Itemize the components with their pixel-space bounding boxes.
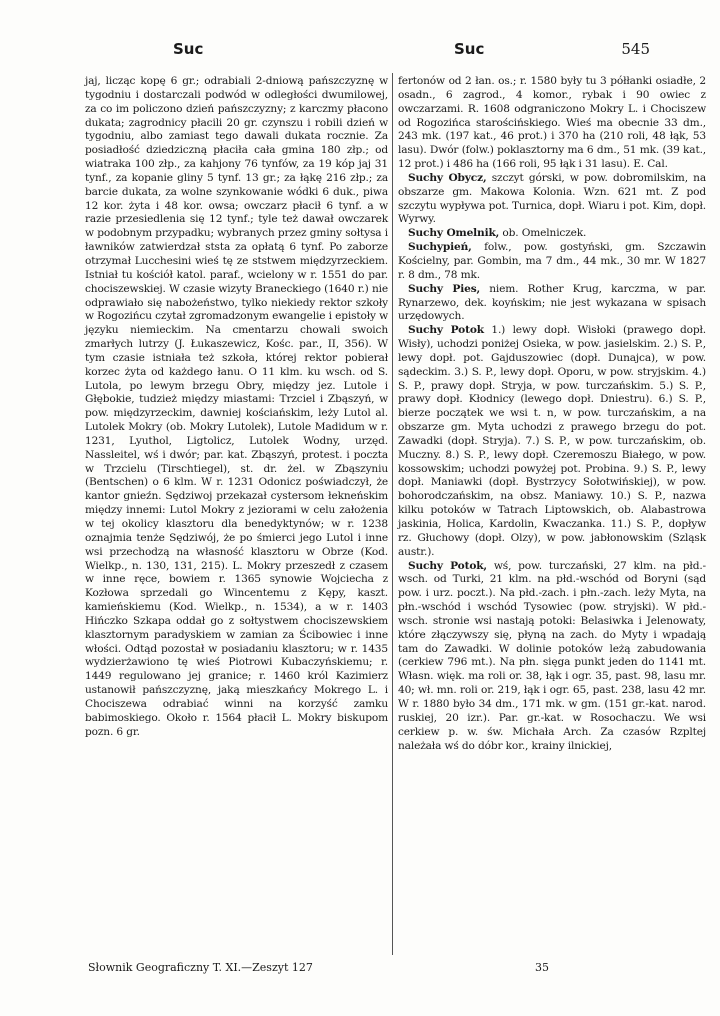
left-column-text: jaj, licząc kopę 6 gr.; odrabiali 2-dniową pańszczyznę w tygodniu i dostarczali podwód w odległości dwumilowej, za co im policzono dzień pańszczyzny; z karczmy płacono dukata; zagrodnicy płacili 20 gr. czynszu i robili dzień w tygodniu, albo zamiast tego dawali dukata rocznie. Za posiadłość dziedziczną płaciła cała gmina 180 złp.; od wiatraka 100 złp., za kahjony 76 tynfów, za 19 kóp jaj 31 tynf., za kopanie gliny 5 tynf. 13 gr.; za łąkę 216 złp.; za barcie dukata, za wolne szynkowanie wódki 6 duk., piwa 12 kor. żyta i 48 kor. owsa; owczarz płacił 6 tynf. a w razie przesiedlenia się 12 tynf.; tyle też dawał owczarek w podobnym przypadku; wybranych przez gminy sołtysa i ławników zatwierdzał ststa za opłatą 6 tynf. Po zaborze otrzymał Lucchesini wieś tę ze ststwem międzyrzeckiem. Istniał tu kościół katol. paraf., wcielony w r. 1551 do par. chociszewskiej. W czasie wizyty Braneckiego (1640 r.) nie odprawiało się nabożeństwo, tylko niekiedy rektor szkoły w Rogozińcu czytał zgromadzonym ewangelie i epistoły w języku niemieckim. Na cmentarzu chowali swoich zmarłych lutrzy (J. Łukaszewicz, Kośc. par., II, 356). W tym czasie istniała też szkoła, której rektor pobierał korzec żyta od każdego łanu. O 11 klm. ku wsch. od S. Lutola, po lewym brzegu Obry, między jez. Lutole i Głębokie, tudzież między miastami: Trzciel i Zbąszyń, w pow. międzyrzeckim, dawniej kościańskim, leży Lutol al. Lutolek Mokry (ob. Mokry Lutolek), Lutole Madidum w r. 1231, Lyuthol, Ligtolicz, Lutolek Wodny, urzęd. Nassleitel, wś i dwór; par. kat. Zbąszyń, protest. i poczta w Trzcielu (Tirschtiegel), st. dr. żel. w Zbąszyniu (Bentschen) o 6 klm. W r. 1231 Odonicz poświadczył, że kantor gnieźn. Sędziwoj przekazał cystersom łekneńskim między innemi: Lutol Mokry z jeziorami w celu założenia w tej okolicy klasztoru dla benedyktynów; w r. 1238 oznajmia tenże Sędziwój, że po śmierci jego Lutol i inne wsi przechodzą na własność klasztoru w Obrze (Kod. Wielkp., n. 130, 131, 215). L. Mokry przeszedł z czasem w inne ręce, bowiem r. 1365 synowie Wojciecha z Kozłowa sprzedali go Wincentemu z Kępy, kaszt. kamieńskiemu (Kod. Wielkp., n. 1534), a w r. 1403 Hińczko Szkapa oddał go z sołtystwem chociszewskiem klasztornym paradyskiem w zamian za Ścibowiec i inne włości. Odtąd pozostał w posiadaniu klasztoru; w r. 1435 wydzierżawiono tę wieś Piotrowi Kubaczyńskiemu; r. 1449 regulowano jej granice; r. 1460 król Kazimierz ustanowił pańszczyznę, jaką mieszkańcy Mokrego L. i Chociszewa odrabiać winni na korzyść zamku babimoskiego. Około r. 1564 płacił L. Mokry biskupom pozn. 6 gr. [85,75,388,738]
entry-suchy-potok-village [398,560,706,754]
entry-suchy-obycz [398,172,706,227]
entry-body: ob. Omelniczek. [499,227,587,240]
headword: Suchy Pies, [408,282,481,295]
running-head-left: Suc [173,40,204,58]
headword: Suchy Potok, [408,559,487,572]
entry-suchy-potok-streams [398,324,706,559]
page-number: 545 [621,40,650,58]
entry-body: niem. Rother Krug, karczma, w par. Rynarzewo, dek. koyńskim; nie jest wykazana w spisach urzędowych. [398,282,706,323]
column-divider [392,73,393,955]
headword: Suchy Omelnik, [408,227,500,240]
entry-suchy-pies [398,283,706,325]
right-column [398,75,706,753]
running-head-right: Suc [454,40,485,58]
footer-sheet-number: 35 [535,961,549,974]
left-column [85,75,388,740]
entry-body: folw., pow. gostyński, gm. Szczawin Kościelny, par. Gombin, ma 7 dm., 44 mk., 30 mr. W 1827 r. 8 dm., 78 mk. [398,241,706,281]
entry-suchy-omelnik [398,227,706,241]
entry-body: 1.) lewy dopł. Wisłoki (prawego dopł. Wisły), uchodzi poniżej Osieka, w pow. jasielskim. 2.) S. P., lewy dopł. pot. Gajduszowiec (dopł. Dunajca), w pow. sądeckim. 3.) S. P., lewy dopł. Oporu, w pow. stryjskim. 4.) S. P., prawy dopł. Stryja, w pow. turczańskim. 5.) S. P., prawy dopł. Kłodnicy (lewego dopł. Dniestru). 6.) S. P., bierze początek we wsi t. n, w pow. turczańskim, a na obszarze gm. Myta uchodzi z prawego brzegu do pot. Zawadki (dopł. Stryja). 7.) S. P., w pow. turczańskim, ob. Muczny. 8.) S. P., lewy dopł. Czeremoszu Białego, w pow. kossowskim; uchodzi powyżej pot. Probina. 9.) S. P., lewy dopł. Maniawki (dopł. Bystrzycy Sołotwińskiej), w pow. bohorodczańskim, na obsz. Maniawy. 10.) S. P., nazwa kilku potoków w Tatrach Liptowskich, ob. Alabastrowa jaskinia, Holica, Kardolin, Kwaczanka. 11.) S. P., dopływ rz. Głuchowy (dopł. Olzy), w pow. jabłonowskim (Szląsk austr.). [398,324,706,558]
entry-body: szczyt górski, w pow. dobromilskim, na obszarze gm. Makowa Kolonia. Wzn. 621 mt. Z pod szczytu wypływa pot. Turnica, dopł. Wiaru i pot. Kim, dopł. Wyrwy. [398,171,706,226]
footer-series-title: Słownik Geograficzny T. XI.—Zeszyt 127 [88,961,313,974]
headword: Suchy Potok [408,324,484,337]
entry-body: wś, pow. turczański, 27 klm. na płd.-wsch. od Turki, 21 klm. na płd.-wschód od Boryni (sąd pow. i urz. poczt.). Na płd.-zach. i płn.-zach. leży Myta, na płn.-wschód i wschód Tysowiec (pow. stryjski). W płd.-wsch. stronie wsi nastają potoki: Belasiwka i Jelenowaty, które złączywszy się, płyną na zach. do Myty i wpadają tam do Zawadki. W dolinie potoków leżą zabudowania (cerkiew 796 mt.). Na płn. sięga punkt jeden do 1141 mt. Własn. więk. ma roli or. 38, łąk i ogr. 35, past. 98, lasu mr. 40; wł. mn. roli or. 219, łąk i ogr. 65, past. 238, lasu 42 mr. W r. 1880 było 34 dm., 171 mk. w gm. (151 gr.-kat. narod. ruskiej, 20 izr.). Par. gr.-kat. w Rosochaczu. We wsi cerkiew p. w. św. Michała Arch. Za czasów Rzpltej należała wś do dóbr kor., krainy ilnickiej, [398,559,706,752]
continuation-paragraph: fertonów od 2 łan. os.; r. 1580 były tu 3 półłanki osiadłe, 2 osadn., 6 zagrod., 4 komor., rybak i 90 owiec z owczarzami. R. 1608 odgraniczono Mokry L. i Chociszew od Rogozińca starościńskiego. Wieś ma obecnie 33 dm., 243 mk. (197 kat., 46 prot.) i 370 ha (210 roli, 48 łąk, 53 lasu). Dwór (folw.) poklasztorny ma 6 dm., 51 mk. (39 kat., 12 prot.) i 486 ha (166 roli, 95 łąk i 31 lasu). E. Cal. [398,75,706,171]
headword: Suchypień, [408,241,472,254]
headword: Suchy Obycz, [408,171,487,184]
entry-suchypien [398,241,706,283]
